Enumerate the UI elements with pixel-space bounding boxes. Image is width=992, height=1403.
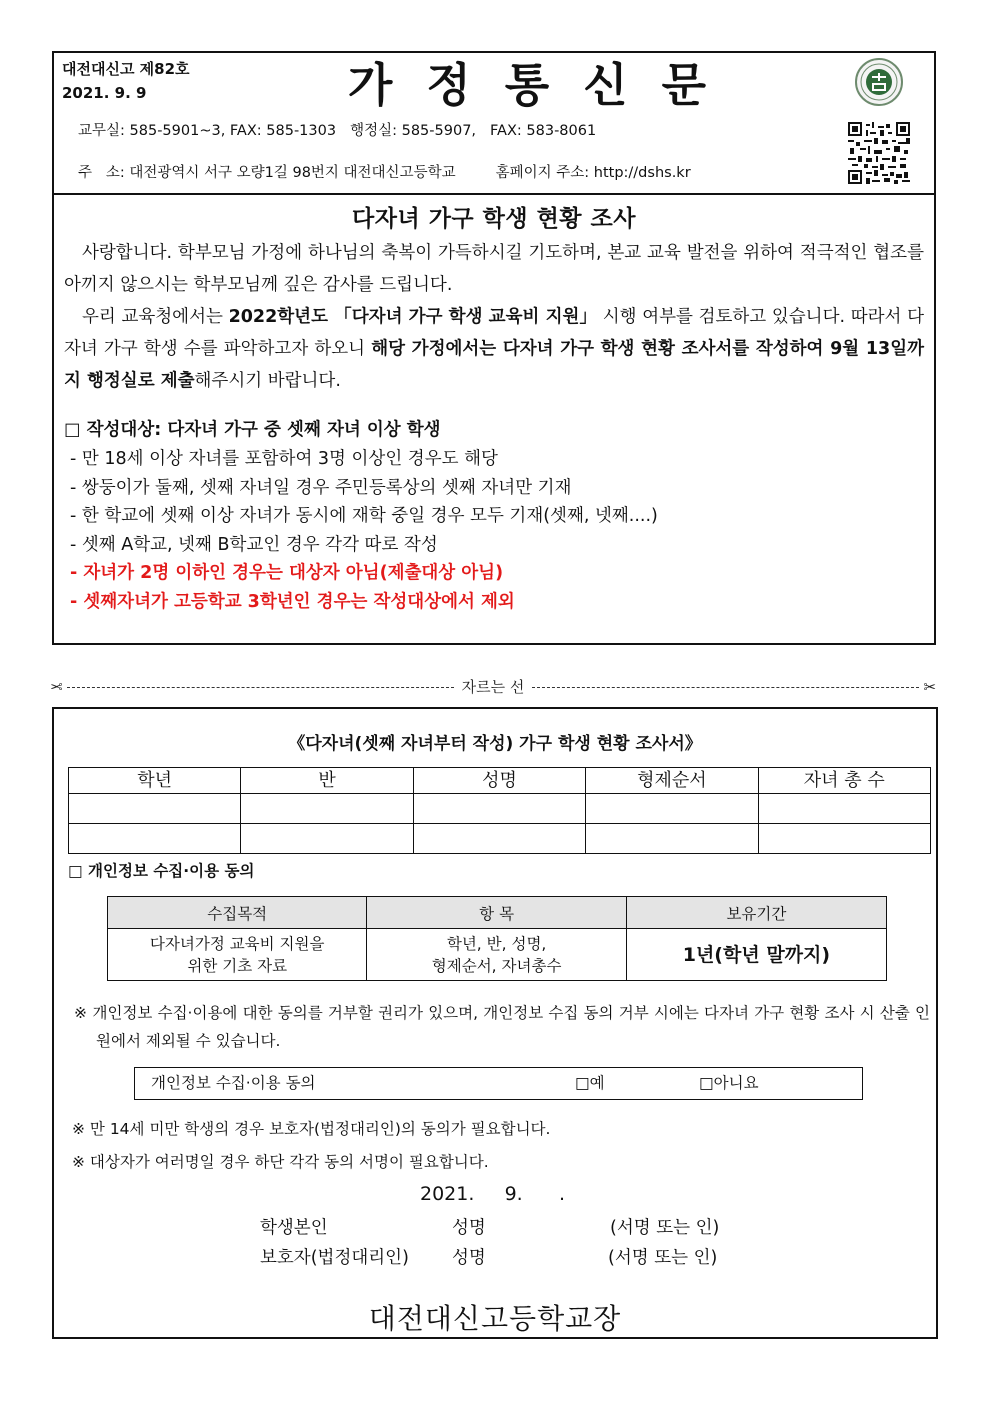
guardian-label: 보호자(법정대리인) bbox=[260, 1248, 409, 1268]
table-header-row bbox=[69, 768, 931, 794]
bullet-item: - 만 18세 이상 자녀를 포함하여 3명 이상인 경우도 해당 bbox=[70, 449, 498, 469]
target-section-head: □ 작성대상: 다자녀 가구 중 셋째 자녀 이상 학생 bbox=[64, 420, 441, 440]
sibling-order-cell[interactable] bbox=[586, 794, 758, 824]
program-name: 2022학년도 「다자녀 가구 학생 교육비 지원」 bbox=[228, 307, 598, 327]
notice-title: 다자녀 가구 학생 현황 조사 bbox=[352, 206, 636, 232]
multiple-signature-note: ※ 대상자가 여러명일 경우 하단 각각 동의 서명이 필요합니다. bbox=[72, 1153, 489, 1171]
header-purpose: 수집목적 bbox=[108, 897, 367, 929]
agree-no-checkbox[interactable]: □아니요 bbox=[699, 1074, 759, 1092]
name-cell[interactable] bbox=[413, 824, 585, 854]
submission-instruction: 해당 가정에서는 다자녀 가구 학생 현황 조사서를 작성하여 9월 13일까지 행정실로 제출 bbox=[64, 339, 925, 391]
class-cell[interactable] bbox=[241, 824, 413, 854]
bullet-item: - 셋째 A학교, 넷째 B학교인 경우 각각 따로 작성 bbox=[70, 534, 438, 555]
survey-form bbox=[52, 707, 938, 1339]
items-cell bbox=[367, 929, 626, 981]
consent-rights-notice: ※ 개인정보 수집·이용에 대한 동의를 거부할 권리가 있으며, 개인정보 수집 동의 거부 시에는 다자녀 가구 현황 조사 시 산출 인원에서 제외될 수 있습니다. bbox=[74, 1004, 930, 1050]
student-info-table bbox=[68, 767, 931, 854]
notice-body bbox=[52, 195, 936, 645]
request-paragraph bbox=[64, 301, 924, 397]
total-children-cell[interactable] bbox=[758, 794, 930, 824]
table-row bbox=[69, 794, 931, 824]
warning-bullet: - 자녀가 2명 이하인 경우는 대상자 아님(제출대상 아님) bbox=[70, 563, 504, 583]
issue-info bbox=[54, 53, 232, 111]
grade-cell[interactable] bbox=[69, 794, 241, 824]
newsletter-title-box bbox=[232, 53, 822, 111]
header-grade: 학년 bbox=[69, 768, 241, 794]
guardian-name-label: 성명 bbox=[452, 1248, 486, 1268]
address-label: 주 소: bbox=[78, 165, 125, 181]
principal-signature: 대전대신고등학교장 bbox=[368, 1302, 622, 1335]
header-name: 성명 bbox=[413, 768, 585, 794]
cut-line-label: 자르는 선 bbox=[461, 678, 525, 696]
purpose-line: 다자녀가정 교육비 지원을 bbox=[149, 934, 325, 953]
class-cell[interactable] bbox=[241, 794, 413, 824]
purpose-line: 위한 기초 자료 bbox=[187, 956, 288, 975]
homepage-label: 홈페이지 주소: bbox=[495, 165, 590, 181]
admin-office-fax: FAX: 583-8061 bbox=[490, 123, 597, 139]
warning-bullet: - 셋째자녀가 고등학교 3학년인 경우는 작성대상에서 제외 bbox=[70, 591, 515, 612]
sign-date: 2021. 9. . bbox=[420, 1183, 565, 1205]
total-children-cell[interactable] bbox=[758, 824, 930, 854]
consent-row bbox=[108, 929, 887, 981]
admin-office-contact: 행정실: 585-5907, bbox=[350, 123, 477, 139]
table-row bbox=[69, 824, 931, 854]
consent-agree-box bbox=[134, 1067, 863, 1100]
guardian-sign-field[interactable]: (서명 또는 인) bbox=[608, 1248, 718, 1268]
scissors-icon: ✂ bbox=[50, 678, 63, 696]
request-text-1: 우리 교육청에서는 bbox=[82, 307, 229, 327]
contact-info bbox=[54, 111, 822, 151]
student-sign-field[interactable]: (서명 또는 인) bbox=[610, 1218, 720, 1238]
student-name-label: 성명 bbox=[452, 1218, 486, 1238]
header-sibling-order: 형제순서 bbox=[586, 768, 758, 794]
bullet-item: - 쌍둥이가 둘째, 셋째 자녀일 경우 주민등록상의 셋째 자녀만 기재 bbox=[70, 477, 572, 498]
greeting-paragraph: 사랑합니다. 학부모님 가정에 하나님의 축복이 가득하시길 기도하며, 본교 교육 발전을 위하여 적극적인 협조를 아끼지 않으시는 학부모님께 깊은 감사를 드립니다. bbox=[64, 243, 924, 295]
qr-code-icon bbox=[848, 122, 910, 184]
school-logo bbox=[822, 53, 936, 111]
address-info bbox=[54, 151, 822, 195]
retention-cell: 1년(학년 말까지) bbox=[626, 929, 886, 981]
header-total-children: 자녀 총 수 bbox=[758, 768, 930, 794]
header-retention: 보유기간 bbox=[626, 897, 886, 929]
homepage-link[interactable]: http://dshs.kr bbox=[593, 165, 691, 181]
items-line: 형제순서, 자녀총수 bbox=[431, 956, 562, 975]
address-value: 대전광역시 서구 오량1길 98번지 대전대신고등학교 bbox=[129, 165, 456, 181]
school-emblem-icon bbox=[854, 57, 904, 107]
newsletter-title: 가정통신문 bbox=[347, 58, 741, 112]
header-class: 반 bbox=[241, 768, 413, 794]
qr-code[interactable] bbox=[822, 111, 936, 195]
academic-office-contact: 교무실: 585-5901~3, FAX: 585-1303 bbox=[78, 123, 337, 139]
request-text-2: 시행 여부를 검토하고 있습니다. 따라서 다자녀 가구 학생 수를 파악하고자 하오니 bbox=[64, 307, 924, 359]
newsletter-header bbox=[52, 51, 936, 195]
items-line: 학년, 반, 성명, bbox=[446, 934, 547, 953]
issue-date: 2021. 9. 9 bbox=[62, 84, 147, 102]
target-bullets bbox=[64, 445, 924, 616]
scissors-icon: ✂ bbox=[923, 678, 937, 696]
purpose-cell bbox=[108, 929, 367, 981]
agree-yes-checkbox[interactable]: □예 bbox=[575, 1074, 605, 1092]
name-cell[interactable] bbox=[413, 794, 585, 824]
agree-label: 개인정보 수집·이용 동의 bbox=[151, 1074, 316, 1092]
guardian-consent-note: ※ 만 14세 미만 학생의 경우 보호자(법정대리인)의 동의가 필요합니다. bbox=[72, 1120, 551, 1138]
grade-cell[interactable] bbox=[69, 824, 241, 854]
sibling-order-cell[interactable] bbox=[586, 824, 758, 854]
bullet-item: - 한 학교에 셋째 이상 자녀가 동시에 재학 중일 경우 모두 기재(셋째, 넷째....) bbox=[70, 506, 658, 526]
cut-line bbox=[50, 676, 936, 698]
student-label: 학생본인 bbox=[260, 1218, 328, 1238]
consent-section-head: □ 개인정보 수집·이용 동의 bbox=[68, 862, 255, 880]
issue-number: 대전대신고 제82호 bbox=[62, 60, 190, 78]
request-text-3: 해주시기 바랍니다. bbox=[194, 371, 341, 391]
consent-header-row bbox=[108, 897, 887, 929]
form-title: 《다자녀(셋째 자녀부터 작성) 가구 학생 현황 조사서》 bbox=[288, 734, 702, 754]
consent-table bbox=[107, 896, 887, 981]
header-items: 항 목 bbox=[367, 897, 626, 929]
